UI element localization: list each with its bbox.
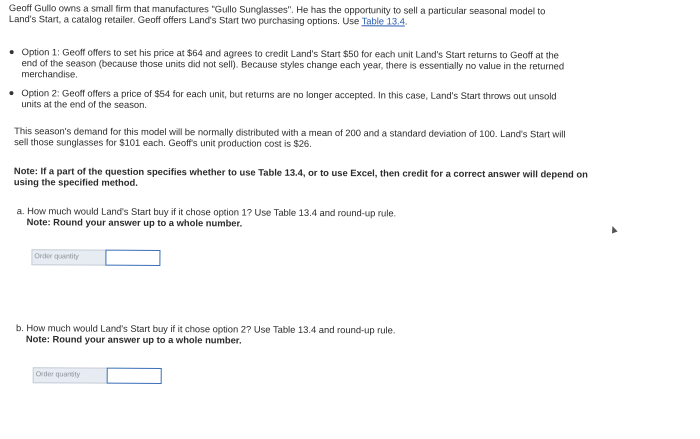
- order-quantity-a-input[interactable]: [105, 250, 160, 266]
- grading-note: [14, 165, 588, 191]
- question-b-text: b. How much would Land's Start buy if it chose option 2? Use Table 13.4 and round-up rule.: [15, 322, 396, 336]
- table-13-4-link[interactable]: Table 13.4: [361, 15, 405, 27]
- answer-b-label: Order quantity: [33, 367, 108, 383]
- answer-b-row: [33, 367, 162, 384]
- note-line-2: using the specified method.: [13, 176, 138, 189]
- demand-paragraph: [14, 125, 565, 151]
- question-a-text: a. How much would Land's Start buy if it chose option 1? Use Table 13.4 and round-up rule.: [16, 205, 397, 219]
- demand-line-2: sell those sunglasses for $101 each. Geoff's unit production cost is $26.: [14, 136, 312, 150]
- answer-a-label: Order quantity: [31, 249, 106, 265]
- option-1: [22, 46, 565, 83]
- question-a: [17, 205, 397, 230]
- note-line-1: Note: If a part of the question specifies whether to use Table 13.4, or to use Excel, then credit for a correct answer will depend on: [13, 165, 588, 180]
- question-a-note: Note: Round your answer up to a whole number.: [26, 216, 243, 229]
- option-2: [21, 87, 556, 113]
- intro-line-2-end: .: [404, 15, 408, 27]
- question-b-note: Note: Round your answer up to a whole number.: [25, 333, 242, 346]
- option-2-line-2: units at the end of the season.: [21, 98, 148, 111]
- question-b: [16, 322, 396, 347]
- option-2-line-1: Option 2: Geoff offers a price of $54 for each unit, but returns are no longer accepted. In this case, Land's Start throws out unsold: [21, 87, 557, 102]
- intro-line-1: Geoff Gullo owns a small firm that manufactures "Gullo Sunglasses". He has the opportunity to sell a particular seasonal model to: [8, 2, 546, 17]
- intro-line-2-text: Land's Start, a catalog retailer. Geoff offers Land's Start two purchasing options. Use: [8, 13, 362, 27]
- intro-paragraph: [9, 2, 546, 28]
- mouse-cursor-icon: [610, 225, 618, 234]
- option-1-line-1: Option 1: Geoff offers to set his price at $64 and agrees to credit Land's Start $50 for each unit Land's Start returns to Geoff at the: [21, 46, 559, 61]
- answer-a-row: [31, 249, 160, 266]
- option-1-line-2: end of the season (because those units did not sell). Because styles change each year, there is essentially no value in the returned: [21, 57, 565, 72]
- option-1-line-3: merchandise.: [21, 68, 78, 80]
- bullet-icon: [10, 50, 14, 54]
- order-quantity-b-input[interactable]: [107, 368, 162, 384]
- bullet-icon: [9, 91, 13, 95]
- demand-line-1: This season's demand for this model will be normally distributed with a mean of 200 and a standard deviation of 100. Land's Start will: [14, 125, 566, 140]
